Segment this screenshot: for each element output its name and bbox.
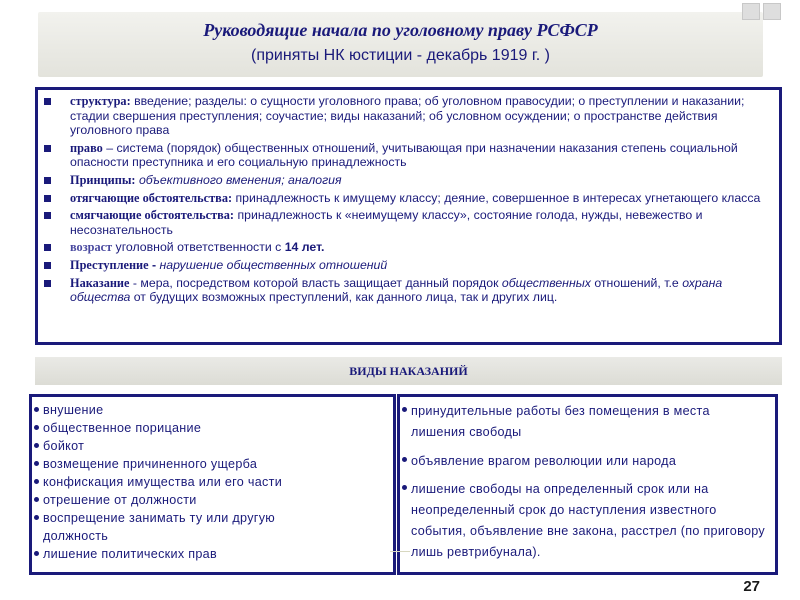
bullet-dot-icon	[34, 497, 39, 502]
punishments-right-list	[400, 397, 775, 563]
list-item: Принципы: объективного вменения; аналогия	[44, 173, 773, 188]
list-item: Преступление - нарушение общественных отношений	[44, 258, 773, 273]
list-item: конфискация имущества или его части	[34, 473, 391, 491]
bullet-dot-icon	[34, 407, 39, 412]
bullet-square-icon	[44, 262, 51, 269]
bullet-square-icon	[44, 145, 51, 152]
list-item: внушение	[34, 401, 391, 419]
bullet-dot-icon	[34, 425, 39, 430]
bullet-dot-icon	[34, 551, 39, 556]
bullet-square-icon	[44, 195, 51, 202]
slide-corner-icon	[763, 3, 781, 20]
principles-box	[35, 87, 782, 345]
list-item: лишение свободы на определенный срок или на неопределенный срок до наступления известного события, объявление вне закона, расстрел (по приговору лишь ревтрибунала).	[402, 479, 773, 562]
list-item: отягчающие обстоятельства: принадлежность к имущему классу; деяние, совершенное в интересах угнетающего класса	[44, 191, 773, 206]
slide-subtitle: (приняты НК юстиции - декабрь 1919 г. )	[251, 47, 550, 64]
punishments-left-box	[29, 394, 396, 575]
slide-title: Руководящие начала по уголовному праву РСФСР	[203, 20, 598, 40]
bullet-square-icon	[44, 177, 51, 184]
list-item: Наказание - мера, посредством которой власть защищает данный порядок общественных отношений, т.е охрана общества от будущих возможных преступлений, как данного лица, так и других лиц.	[44, 276, 773, 305]
principles-list	[38, 90, 779, 305]
list-item: структура: введение; разделы: о сущности уголовного права; об уголовном правосудии; о преступлении и наказании; стадии свершения преступления; соучастие; виды наказаний; об условном осуждении; о пространстве действия уголовного права	[44, 94, 773, 138]
list-item: возмещение причиненного ущерба	[34, 455, 391, 473]
section-heading-bar	[35, 357, 782, 385]
bullet-square-icon	[44, 280, 51, 287]
title-box	[38, 12, 763, 77]
list-item: возраст уголовной ответственности с 14 лет.	[44, 240, 773, 255]
bullet-square-icon	[44, 212, 51, 219]
bullet-dot-icon	[34, 515, 39, 520]
slide-corner-icon	[742, 3, 760, 20]
divider	[390, 551, 410, 552]
list-item: смягчающие обстоятельства: принадлежность к «неимущему классу», состояние голода, нужды, невежество и несознательность	[44, 208, 773, 237]
list-item: право – система (порядок) общественных отношений, учитывающая при назначении наказания степень социальной опасности преступника и его социальную принадлежность	[44, 141, 773, 170]
bullet-dot-icon	[402, 457, 407, 462]
list-item: общественное порицание	[34, 419, 391, 437]
punishments-left-list	[32, 397, 393, 563]
page-number: 27	[743, 578, 760, 595]
bullet-dot-icon	[34, 443, 39, 448]
list-item: лишение политических прав	[34, 545, 391, 563]
punishments-right-box	[397, 394, 778, 575]
list-item: воспрещение занимать ту или другую должность	[34, 509, 391, 545]
bullet-dot-icon	[402, 485, 407, 490]
section-heading: ВИДЫ НАКАЗАНИЙ	[349, 364, 468, 378]
list-item: объявление врагом революции или народа	[402, 451, 773, 472]
bullet-square-icon	[44, 98, 51, 105]
bullet-dot-icon	[34, 461, 39, 466]
bullet-dot-icon	[402, 407, 407, 412]
bullet-square-icon	[44, 244, 51, 251]
list-item: отрешение от должности	[34, 491, 391, 509]
bullet-dot-icon	[34, 479, 39, 484]
list-item: принудительные работы без помещения в места лишения свободы	[402, 401, 773, 443]
list-item: бойкот	[34, 437, 391, 455]
